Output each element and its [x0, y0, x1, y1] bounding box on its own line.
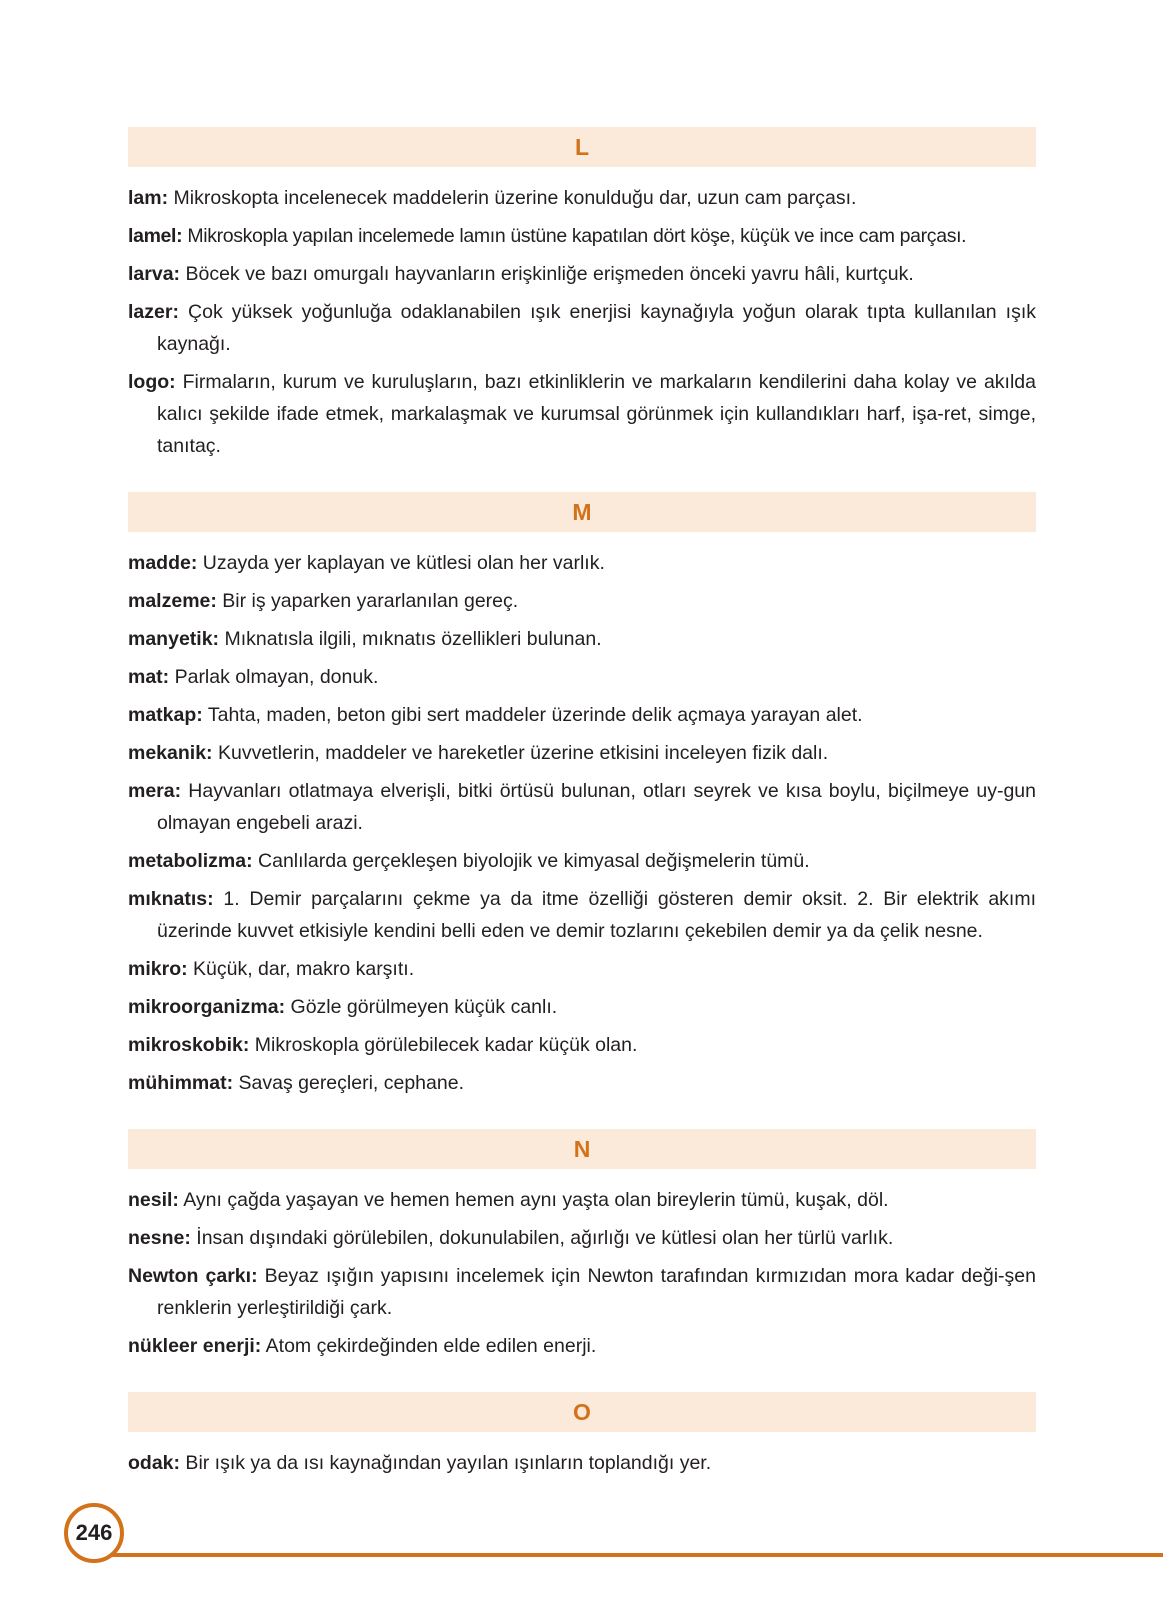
glossary-entry — [128, 991, 1036, 1023]
entry-definition: Beyaz ışığın yapısını incelemek için Newton tarafından kırmızıdan mora kadar deği-şen renklerin yerleştirildiği çark. — [157, 1265, 1036, 1319]
entry-term: mıknatıs: — [128, 888, 214, 910]
entry-list — [128, 167, 1036, 492]
section-header-m: M — [128, 492, 1036, 532]
glossary-entry — [128, 1029, 1036, 1061]
entry-term: larva: — [128, 263, 181, 285]
glossary-entry — [128, 699, 1036, 731]
glossary-entry — [128, 182, 1036, 214]
glossary-entry — [128, 623, 1036, 655]
glossary-entry — [128, 366, 1036, 462]
entry-term: mat: — [128, 666, 170, 688]
entry-term: mikroorganizma: — [128, 996, 286, 1018]
entry-term: mekanik: — [128, 742, 213, 764]
entry-definition: Mikroskopla görülebilecek kadar küçük olan. — [249, 1034, 638, 1056]
glossary-entry — [128, 547, 1036, 579]
entry-definition: Küçük, dar, makro karşıtı. — [187, 958, 415, 980]
entry-definition: Kuvvetlerin, maddeler ve hareketler üzerine etkisini inceleyen fizik dalı. — [212, 742, 829, 764]
entry-definition: Hayvanları otlatmaya elverişli, bitki örtüsü bulunan, otları seyrek ve kısa boylu, biçilmeye uy-gun olmayan engebeli arazi. — [157, 780, 1036, 834]
glossary-entry — [128, 1184, 1036, 1216]
entry-term: logo: — [128, 371, 176, 393]
entry-definition: 1. Demir parçalarını çekme ya da itme özelliği gösteren demir oksit. 2. Bir elektrik akımı üzerinde kuvvet etkisiyle kendini belli eden ve demir tozlarını çekebilen demir ya da çelik nesne. — [157, 888, 1036, 942]
glossary-entry — [128, 296, 1036, 360]
entry-term: Newton çarkı: — [128, 1265, 258, 1287]
entry-term: matkap: — [128, 704, 203, 726]
entry-term: odak: — [128, 1452, 181, 1474]
entry-term: madde: — [128, 552, 198, 574]
glossary-entry — [128, 585, 1036, 617]
entry-definition: İnsan dışındaki görülebilen, dokunulabilen, ağırlığı ve kütlesi olan her türlü varlık. — [190, 1227, 894, 1249]
entry-list — [128, 532, 1036, 1129]
entry-term: lam: — [128, 187, 169, 209]
glossary-entry — [128, 1260, 1036, 1324]
glossary-entry — [128, 1222, 1036, 1254]
entry-definition: Çok yüksek yoğunluğa odaklanabilen ışık enerjisi kaynağıyla yoğun olarak tıpta kullanılan ışık kaynağı. — [157, 301, 1036, 355]
glossary-entry — [128, 1330, 1036, 1362]
entry-definition: Tahta, maden, beton gibi sert maddeler üzerinde delik açmaya yarayan alet. — [202, 704, 863, 726]
page-number: 246 — [75, 1520, 113, 1545]
glossary-entry — [128, 737, 1036, 769]
glossary-entry — [128, 1447, 1036, 1479]
section-n — [128, 1129, 1036, 1392]
glossary-entry — [128, 775, 1036, 839]
page-number-badge — [64, 1503, 124, 1563]
entry-definition: Böcek ve bazı omurgalı hayvanların erişkinliğe erişmeden önceki yavru hâli, kurtçuk. — [180, 263, 914, 285]
entry-definition: Gözle görülmeyen küçük canlı. — [285, 996, 558, 1018]
entry-term: mera: — [128, 780, 182, 802]
entry-definition: Savaş gereçleri, cephane. — [233, 1072, 464, 1094]
entry-term: malzeme: — [128, 590, 217, 612]
section-m — [128, 492, 1036, 1129]
entry-definition: Parlak olmayan, donuk. — [169, 666, 379, 688]
section-o — [128, 1392, 1036, 1479]
entry-term: mühimmat: — [128, 1072, 234, 1094]
section-l — [128, 127, 1036, 492]
entry-definition: Canlılarda gerçekleşen biyolojik ve kimyasal değişmelerin tümü. — [252, 850, 810, 872]
entry-definition: Bir ışık ya da ısı kaynağından yayılan ışınların toplandığı yer. — [180, 1452, 712, 1474]
glossary-entry — [128, 220, 1036, 252]
entry-term: manyetik: — [128, 628, 220, 650]
entry-term: lazer: — [128, 301, 179, 323]
glossary-entry — [128, 883, 1036, 947]
entry-definition: Aynı çağda yaşayan ve hemen hemen aynı yaşta olan bireylerin tümü, kuşak, döl. — [178, 1189, 889, 1211]
entry-definition: Uzayda yer kaplayan ve kütlesi olan her varlık. — [197, 552, 605, 574]
entry-definition: Firmaların, kurum ve kuruluşların, bazı etkinliklerin ve markaların kendilerini daha kolay ve akılda kalıcı şekilde ifade etmek, markalaşmak ve kurumsal görünmek için kullandıkları harf, işa-ret, simge, tanıtaç. — [157, 371, 1036, 457]
glossary-content — [128, 127, 1036, 1479]
entry-term: nesne: — [128, 1227, 191, 1249]
section-header-n: N — [128, 1129, 1036, 1169]
entry-definition: Atom çekirdeğinden elde edilen enerji. — [261, 1335, 597, 1357]
entry-term: nesil: — [128, 1189, 179, 1211]
entry-definition: Mıknatısla ilgili, mıknatıs özellikleri bulunan. — [219, 628, 602, 650]
entry-term: metabolizma: — [128, 850, 253, 872]
entry-term: lamel: — [128, 225, 183, 247]
section-header-l: L — [128, 127, 1036, 167]
entry-definition: Mikroskopta incelenecek maddelerin üzerine konulduğu dar, uzun cam parçası. — [168, 187, 857, 209]
glossary-entry — [128, 1067, 1036, 1099]
entry-definition: Bir iş yaparken yararlanılan gereç. — [216, 590, 519, 612]
footer-rule — [100, 1553, 1163, 1557]
entry-term: mikroskobik: — [128, 1034, 250, 1056]
glossary-entry — [128, 953, 1036, 985]
entry-term: mikro: — [128, 958, 188, 980]
entry-term: nükleer enerji: — [128, 1335, 262, 1357]
entry-list — [128, 1432, 1036, 1479]
glossary-entry — [128, 258, 1036, 290]
entry-definition: Mikroskopla yapılan incelemede lamın üstüne kapatılan dört köşe, küçük ve ince cam parçası. — [182, 225, 967, 247]
glossary-entry — [128, 845, 1036, 877]
glossary-entry — [128, 661, 1036, 693]
section-header-o: O — [128, 1392, 1036, 1432]
entry-list — [128, 1169, 1036, 1392]
